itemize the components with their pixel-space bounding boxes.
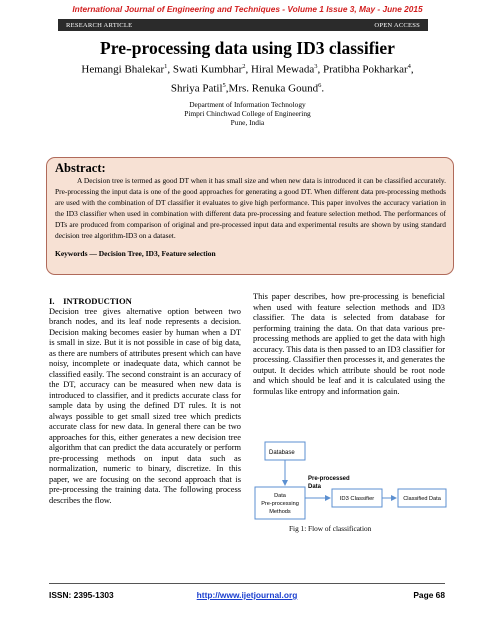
section-heading-introduction: I. INTRODUCTION — [49, 296, 132, 306]
preprocessing-label-3: Methods — [269, 509, 291, 515]
abstract-box — [46, 157, 454, 275]
abstract-text: A Decision tree is termed as good DT when it has small size and when new data is introduced it can be classified accurately. Pre-processing the input data is one of the good approaches for generating a good DT. When different data pre-processing methods are used with the combination of DT classifier it evaluates to give high performance. This paper involves the accuracy variation in the ID3 classifier when used in combination with different data pre-processing and feature selection method. The performances of DTs are produced from comparison of original and pre-processed input data and experimental results are shown by using standard decision tree algorithm-ID3 on a dataset. — [55, 176, 446, 240]
author-sup: 1 — [164, 63, 168, 70]
authors-line-1 — [60, 63, 435, 76]
left-column — [49, 296, 241, 506]
author-sup: 6 — [318, 82, 322, 89]
abstract-heading: Abstract: — [55, 161, 106, 175]
author-name: Pratibha Pokharkar — [323, 63, 408, 76]
footer-divider — [49, 583, 445, 584]
figure-caption: Fig 1: Flow of classification — [289, 524, 372, 533]
author-name: Hiral Mewada — [251, 63, 315, 76]
right-column — [253, 292, 445, 397]
author-sup: 2 — [242, 63, 246, 70]
author-name: Hemangi Bhalekar — [81, 63, 165, 76]
author-sup: 4 — [407, 63, 411, 70]
affiliation-department: Department of Information Technology — [189, 100, 306, 109]
author-sep: , — [167, 63, 173, 76]
ribbon-research-article: RESEARCH ARTICLE — [66, 21, 133, 29]
classification-flow-figure — [250, 438, 450, 528]
author-sup: 3 — [314, 63, 318, 70]
preprocessed-label-1: Pre-processed — [308, 476, 350, 482]
paper-title: Pre-processing data using ID3 classifier — [100, 38, 395, 58]
footer-journal-link[interactable]: http://www.ijetjournal.org — [196, 590, 298, 600]
database-label: Database — [269, 450, 295, 456]
article-type-ribbon — [58, 19, 428, 31]
journal-header: International Journal of Engineering and Techniques - Volume 1 Issue 3, May - June 2015 — [72, 4, 423, 14]
author-sep: , — [410, 63, 414, 76]
author-sep: , — [245, 63, 252, 76]
author-name: Shriya Patil — [170, 82, 223, 95]
preprocessing-label-2: Pre-processing — [261, 501, 299, 507]
author-sup: 5 — [222, 82, 226, 89]
intro-paragraph-left: Decision tree gives alternative option between two branch nodes, and its leaf node represents a decision. Decision making becomes easier by human when a DT is small in size. But it is not possible in case of big data, as there are numbers of attributes present which can have noisy, incomplete or inadequate data, which cannot be classified easily. The second constraint is an accuracy of the DT, accuracy can be measured when new data is introduced to classifier, and it predicts accurate class for sample data by using the defined DT rules. It is not always possible to get small sized tree which predicts accurate class for new data. In general there can be two approaches for this, either generates a new decision tree algorithm that can predict the data accurately or perform pre-processing methods on input data such as normalization, numeric to binary, discretize. In this paper, we are focusing on the second approach that is pre-processing the training data. The following process describes the flow. — [49, 306, 241, 505]
footer-page-number: Page 68 — [413, 590, 445, 600]
author-name: Renuka Gound — [251, 82, 319, 95]
author-sep: , — [317, 63, 323, 76]
intro-paragraph-right: This paper describes, how pre-processing is beneficial when used with feature selection methods and ID3 classifier. The data is selected from database for performing training the data. On that data various pre-processing methods are applied to get the data with high accuracy. This data is then passed to an ID3 classifier for processing. Classifier then processes it, and generates the output. It decides which attribute should be root node and which should be leaf and it is calculated using the formulas like entropy and information gain. — [253, 292, 445, 396]
author-sep: . — [321, 82, 325, 95]
ribbon-open-access: OPEN ACCESS — [374, 21, 420, 29]
affiliation-college: Pimpri Chinchwad College of Engineering — [184, 109, 311, 118]
footer-issn: ISSN: 2395-1303 — [49, 590, 114, 600]
author-name: Swati Kumbhar — [172, 63, 243, 76]
preprocessed-label-2: Data — [308, 484, 322, 490]
author-sep: ,Mrs. — [225, 82, 252, 95]
keywords: Keywords — Decision Tree, ID3, Feature selection — [55, 249, 216, 259]
authors-line-2 — [60, 82, 435, 95]
affiliation-city: Pune, India — [230, 118, 265, 127]
preprocessing-label-1: Data — [274, 493, 286, 499]
output-label: Classified Data — [403, 496, 441, 502]
classifier-label: ID3 Classifier — [339, 496, 375, 502]
